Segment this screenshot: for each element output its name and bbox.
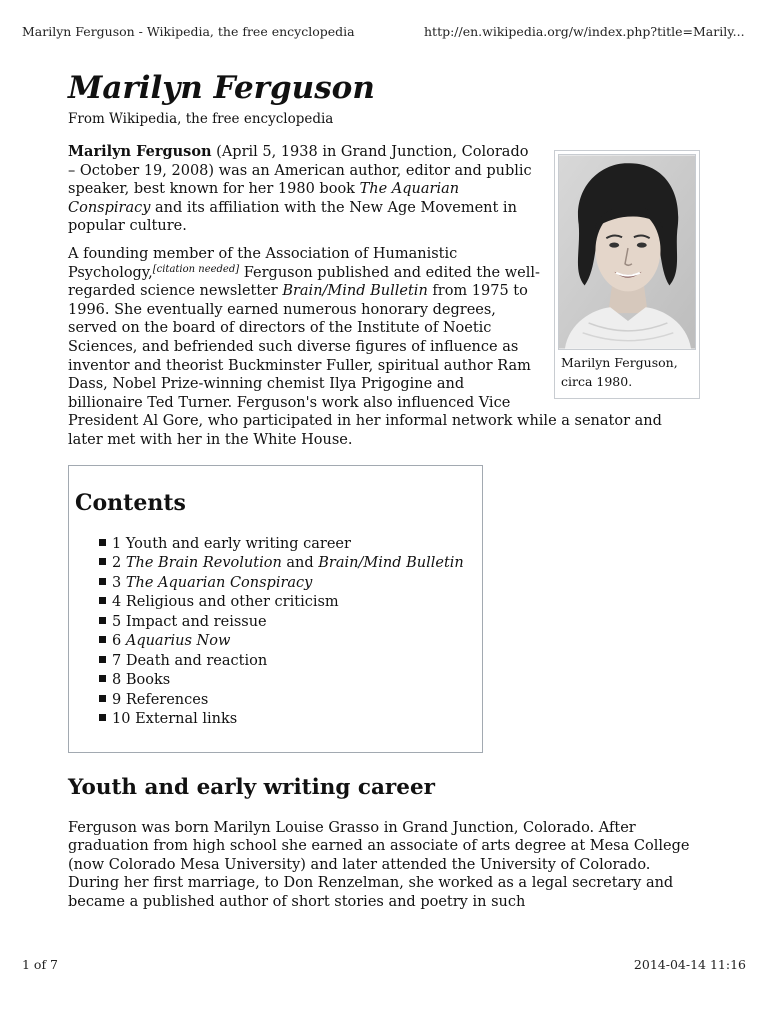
paragraph-text-part: Ferguson published and edited the well-regarded science newsletter	[68, 264, 540, 300]
print-header-url: http://en.wikipedia.org/w/index.php?title=Marily...	[424, 24, 745, 39]
intro-text-part: (April 5, 1938 in Grand Junction, Colorado – October 19, 2008) was an American author, editor and public speaker, best known for her 1980 book	[68, 144, 532, 198]
print-footer-page-count: 1 of 7	[22, 957, 59, 972]
toc-item[interactable]	[99, 593, 476, 613]
toc-item-number: 7	[112, 652, 122, 669]
page-title: Marilyn Ferguson	[68, 70, 375, 106]
toc-item[interactable]	[99, 632, 476, 652]
square-bullet-icon	[99, 675, 106, 682]
toc-item-number: 10	[112, 711, 131, 727]
paragraph-text-part: A founding member of the Association of Humanistic Psychology,	[68, 245, 458, 281]
toc-item[interactable]	[99, 710, 476, 730]
section-heading: Youth and early writing career	[68, 774, 435, 800]
toc-item-number: 6	[112, 633, 122, 649]
toc-item-label: and	[281, 555, 319, 571]
toc-item-number: 4	[112, 594, 122, 610]
toc-item[interactable]	[99, 554, 476, 574]
toc-item[interactable]	[99, 691, 476, 711]
print-footer-timestamp: 2014-04-14 11:16	[633, 957, 746, 972]
toc-item-number: 5	[112, 613, 122, 630]
toc-item-number: 8	[112, 672, 122, 688]
toc-list	[75, 535, 476, 730]
subject-name: Marilyn Ferguson	[68, 143, 212, 160]
toc-item[interactable]	[99, 652, 476, 672]
square-bullet-icon	[99, 578, 106, 585]
section-paragraph: Ferguson was born Marilyn Louise Grasso in Grand Junction, Colorado. After graduation from high school she earned an associate of arts degree at Mesa College (now Colorado Mesa University) and later attended the University of Colorado. During her first marriage, to Don Renzelman, she worked as a legal secretary and became a published author of short stories and poetry in such	[68, 819, 690, 910]
toc-item-label: The Brain Revolution	[125, 555, 282, 571]
print-header-title: Marilyn Ferguson - Wikipedia, the free encyclopedia	[22, 24, 355, 39]
intro-text-part: and its affiliation with the New Age Movement in popular culture.	[68, 199, 517, 235]
paragraph-text-part: from 1975 to 1996. She eventually earned numerous honorary degrees, served on the board of directors of the Institute of Noetic Sciences, and befriended such diverse figures of influence as inventor and theorist Buckminster Fuller, spiritual author Ram Dass, Nobel Prize-winning chemist Ilya Prigogine and billionaire Ted Turner. Ferguson's work also influenced Vice President Al Gore, who participated in her informal network while a senator and later met with her in the White House.	[68, 283, 662, 448]
toc-item[interactable]	[99, 535, 476, 555]
square-bullet-icon	[99, 695, 106, 702]
toc-item-label: References	[125, 691, 209, 708]
toc-title: Contents	[75, 489, 186, 516]
toc-item-label: The Aquarian Conspiracy	[125, 574, 313, 591]
toc-item-number: 1	[112, 535, 122, 552]
newsletter-title: Brain/Mind Bulletin	[282, 283, 428, 300]
toc-item-label: Death and reaction	[125, 652, 268, 669]
citation-needed-link[interactable]: [citation needed]	[152, 263, 240, 275]
toc-item-label: Brain/Mind Bulletin	[318, 555, 464, 571]
toc-item-label: Aquarius Now	[125, 633, 231, 649]
square-bullet-icon	[99, 714, 106, 721]
toc-item-label: Impact and reissue	[125, 613, 267, 630]
toc-item-number: 3	[112, 574, 122, 591]
toc-item-label: External links	[135, 711, 238, 727]
square-bullet-icon	[99, 636, 106, 643]
portrait-photo[interactable]	[558, 154, 696, 350]
square-bullet-icon	[99, 597, 106, 604]
square-bullet-icon	[99, 656, 106, 663]
square-bullet-icon	[99, 558, 106, 565]
toc-item-label: Books	[125, 672, 171, 688]
table-of-contents	[68, 465, 483, 753]
toc-item-label: Youth and early writing career	[125, 535, 351, 552]
toc-item[interactable]	[99, 613, 476, 633]
page-subtitle: From Wikipedia, the free encyclopedia	[68, 111, 334, 127]
image-caption: Marilyn Ferguson, circa 1980.	[561, 355, 678, 389]
toc-item[interactable]	[99, 574, 476, 594]
toc-item-number: 2	[112, 555, 122, 571]
square-bullet-icon	[99, 617, 106, 624]
infobox-image-frame	[554, 150, 700, 399]
toc-item-number: 9	[112, 691, 122, 708]
article-body	[68, 66, 700, 920]
toc-item-label: Religious and other criticism	[125, 594, 339, 610]
toc-item[interactable]	[99, 671, 476, 691]
book-title-link[interactable]: The Aquarian Conspiracy	[68, 181, 460, 216]
square-bullet-icon	[99, 539, 106, 546]
